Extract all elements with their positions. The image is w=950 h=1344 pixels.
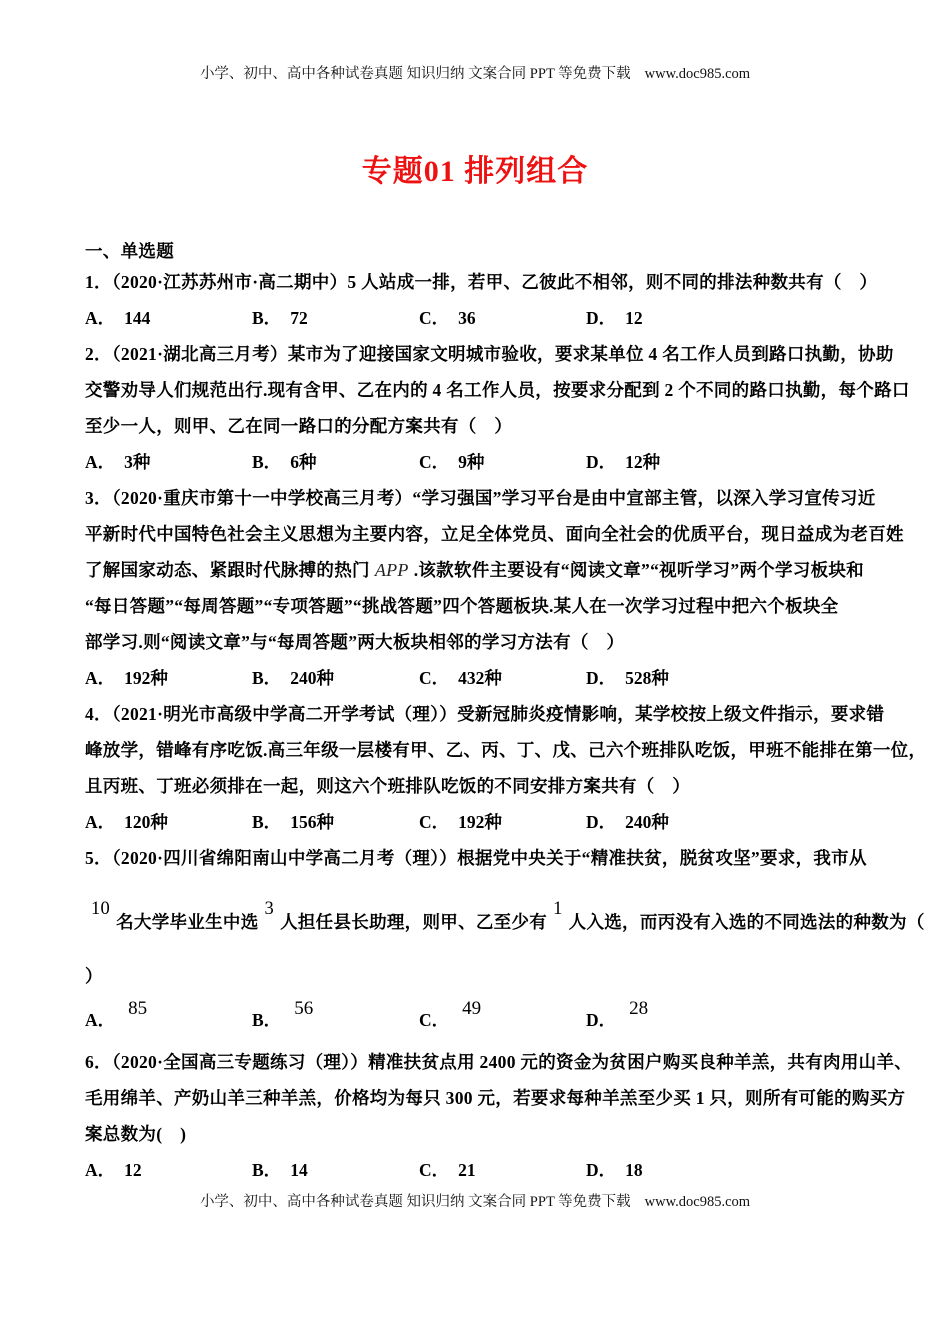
option-C [419,998,586,1044]
question-1 [85,264,878,336]
option-value: 156种 [290,812,334,832]
option-value: 72 [290,308,308,328]
stem-line [85,408,875,444]
content-area [85,238,927,1188]
text-segment: 3．（2020·重庆市第十一中学校高三月考）“学习强国”学习平台是由中宣部主管，以深入学习宣传习近 [85,488,876,508]
option-label: C． [419,452,450,472]
stem-line [85,732,927,768]
option-label: A． [85,668,116,688]
question-2 [85,336,910,480]
math-number: 3 [264,899,275,919]
stem-line [85,588,875,624]
option-value: 528种 [625,668,669,688]
math-number: 49 [462,998,482,1019]
text-segment: 5．（2020·四川省绵阳南山中学高二月考（理））根据党中央关于“精准扶贫，脱贫攻坚”要求，我市从 [85,848,867,868]
stem-line [85,336,894,372]
option-label: C． [419,1160,450,1180]
option-A [85,444,252,480]
stem-line [85,552,875,588]
options-row [85,1152,875,1188]
text-segment: 平新时代中国特色社会主义思想为主要内容，立足全体党员、面向全社会的优质平台，现日益成为老百姓 [85,524,904,544]
option-value: 12 [625,308,643,328]
option-value: 192种 [458,812,502,832]
option-B [252,660,419,696]
page-footer [0,1190,950,1211]
option-label: A． [85,308,116,328]
text-segment: 4．（2021·明光市高级中学高二开学考试（理））受新冠肺炎疫情影响，某学校按上级文件指示，要求错 [85,704,885,724]
option-label: B． [252,452,282,472]
question-6 [85,1044,913,1188]
text-segment: 人入选，而丙没有入选的不同选法的种数为（ [568,912,925,932]
option-B [252,444,419,480]
option-label: A． [85,812,116,832]
stem-line [85,876,925,940]
math-number: 28 [629,998,649,1019]
option-label: A． [85,452,116,472]
text-segment: 6．（2020·全国高三专题练习（理））精准扶贫点用 2400 元的资金为贫困户购买良种羊羔，共有肉用山羊、 [85,1052,913,1072]
stem-line [85,1044,913,1080]
option-C [419,444,586,480]
option-value: 144 [124,308,151,328]
header-url: www.doc985.com [644,66,751,82]
page-title: 专题01 排列组合 [361,155,589,188]
options-row [85,804,875,840]
option-label: A． [85,1010,116,1030]
text-segment: 了解国家动态、紧跟时代脉搏的热门 [85,560,370,580]
option-D [586,804,669,840]
option-value: 240种 [290,668,334,688]
text-segment: 且丙班、丁班必须排在一起，则这六个班排队吃饭的不同安排方案共有（ ） [85,776,691,796]
text-segment: 交警劝导人们规范出行.现有含甲、乙在内的 4 名工作人员，按要求分配到 2 个不同的路口执勤，每个路口 [85,380,910,400]
text-segment: 1．（2020·江苏苏州市·高二期中）5 人站成一排，若甲、乙彼此不相邻，则不同的排法种数共有（ ） [85,272,878,292]
option-label: D． [586,668,617,688]
stem-line [85,624,875,660]
option-A [85,300,252,336]
option-label: A． [85,1160,116,1180]
stem-line [85,940,875,990]
option-C [419,804,586,840]
italic-term: APP [374,560,409,580]
stem-line [85,1116,875,1152]
option-label: D． [586,308,617,328]
option-label: C． [419,812,450,832]
option-label: D． [586,1160,617,1180]
option-D [586,1152,643,1188]
stem-line [85,768,875,804]
stem-line [85,840,875,876]
option-label: D． [586,452,617,472]
option-value: 432种 [458,668,502,688]
stem-line [85,516,904,552]
option-value: 6种 [290,452,317,472]
option-C [419,1152,586,1188]
text-segment: 部学习.则“阅读文章”与“每周答题”两大板块相邻的学习方法有（ ） [85,632,625,652]
math-number: 1 [553,899,563,919]
question-5 [85,840,925,1044]
option-value: 12 [124,1160,142,1180]
options-row [85,300,875,336]
option-D [586,660,669,696]
option-B [252,998,419,1044]
option-A [85,998,252,1044]
option-B [252,804,419,840]
text-segment: 案总数为( ) [85,1124,187,1144]
option-A [85,804,252,840]
option-value: 36 [458,308,476,328]
option-A [85,1152,252,1188]
option-label: B． [252,1160,282,1180]
option-C [419,300,586,336]
text-segment: 人担任县长助理，则甲、乙至少有 [280,912,548,932]
option-label: D． [586,1010,617,1030]
stem-line [85,264,878,300]
option-label: B． [252,668,282,688]
math-number: 85 [128,998,148,1019]
stem-line [85,372,910,408]
option-value: 21 [458,1160,476,1180]
option-D [586,300,643,336]
option-label: D． [586,812,617,832]
question-4 [85,696,927,840]
text-segment: 峰放学，错峰有序吃饭.高三年级一层楼有甲、乙、丙、丁、戊、己六个班排队吃饭，甲班不能排在第一位， [85,740,927,760]
option-D [586,998,649,1044]
option-value: 240种 [625,812,669,832]
options-row [85,998,875,1044]
option-label: C． [419,1010,450,1030]
footer-url: www.doc985.com [644,1194,751,1210]
option-B [252,1152,419,1188]
option-value: 192种 [124,668,168,688]
option-D [586,444,660,480]
text-segment: ） [85,966,103,986]
option-label: B． [252,812,282,832]
option-B [252,300,419,336]
option-value: 12种 [625,452,661,472]
question-3 [85,480,904,696]
text-segment: 2．（2021·湖北高三月考）某市为了迎接国家文明城市验收，要求某单位 4 名工作人员到路口执勤，协助 [85,344,894,364]
option-label: B． [252,308,282,328]
text-segment: “每日答题”“每周答题”“专项答题”“挑战答题”四个答题板块.某人在一次学习过程中把六个板块全 [85,596,839,616]
stem-line [85,1080,906,1116]
options-row [85,444,875,480]
math-number: 10 [91,899,111,919]
math-number: 56 [294,998,314,1019]
option-label: C． [419,308,450,328]
option-label: B． [252,1010,282,1030]
header-text: 小学、初中、高中各种试卷真题 知识归纳 文案合同 PPT 等免费下载 [199,66,631,82]
option-value: 18 [625,1160,643,1180]
text-segment: 毛用绵羊、产奶山羊三种羊羔，价格均为每只 300 元，若要求每种羊羔至少买 1 只，则所有可能的购买方 [85,1088,906,1108]
option-value: 14 [290,1160,308,1180]
section-heading: 一、单选题 [85,241,174,261]
footer-text: 小学、初中、高中各种试卷真题 知识归纳 文案合同 PPT 等免费下载 [199,1194,631,1210]
stem-line [85,696,885,732]
text-segment: .该款软件主要设有“阅读文章”“视听学习”两个学习板块和 [413,560,864,580]
option-value: 9种 [458,452,485,472]
options-row [85,660,875,696]
questions-area [85,264,927,1188]
stem-line [85,480,875,516]
page-header [0,62,950,83]
option-value: 3种 [124,452,151,472]
text-segment: 名大学毕业生中选 [116,912,259,932]
option-A [85,660,252,696]
option-label: C． [419,668,450,688]
text-segment: 至少一人，则甲、乙在同一路口的分配方案共有（ ） [85,416,513,436]
option-C [419,660,586,696]
option-value: 120种 [124,812,168,832]
